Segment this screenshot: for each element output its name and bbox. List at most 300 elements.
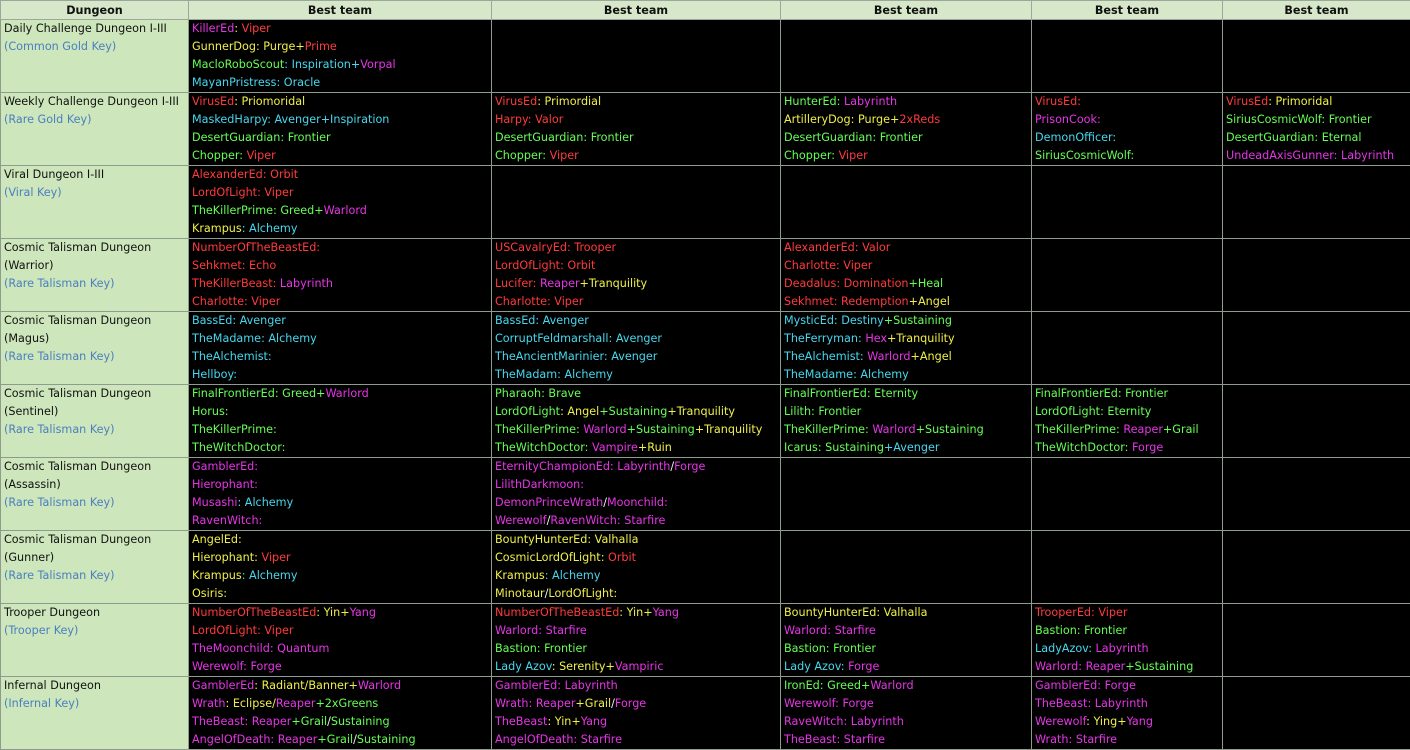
dungeon-cell xyxy=(1,385,189,458)
hero-name: TheFerryman xyxy=(784,332,858,345)
talisman-text: : xyxy=(865,423,872,436)
column-header-best-team: Best team xyxy=(1223,1,1410,20)
talisman-text: Yang xyxy=(350,606,376,619)
talisman-text: Moonchild xyxy=(607,496,664,509)
talisman-text: : Priomoridal xyxy=(234,95,305,108)
dungeon-cell xyxy=(1,458,189,531)
talisman-text: : xyxy=(254,551,261,564)
team-cell xyxy=(781,20,1032,93)
talisman-text: Viper xyxy=(550,149,579,162)
talisman-text: Viper xyxy=(839,149,868,162)
team-cell xyxy=(1223,677,1410,750)
team-cell xyxy=(781,677,1032,750)
hero-name: MacloRoboScout xyxy=(192,58,284,71)
talisman-text: Yang xyxy=(1127,715,1153,728)
talisman-text: +Grail xyxy=(291,715,327,728)
talisman-text: Viper xyxy=(251,295,280,308)
team-member-line xyxy=(189,622,491,640)
talisman-text: : Starfire xyxy=(1069,733,1118,746)
talisman-text: : xyxy=(1116,423,1123,436)
hero-name: MayanPristress xyxy=(192,76,276,89)
hero-name: BountyHunterEd xyxy=(784,606,876,619)
team-member-line xyxy=(189,713,491,731)
hero-name: CosmicLordOfLight xyxy=(495,551,601,564)
talisman-text: : Eclipse/ xyxy=(226,697,276,710)
hero-name: NumberOfTheBeastEd xyxy=(495,606,619,619)
team-cell xyxy=(492,531,781,604)
talisman-text: / xyxy=(547,514,551,527)
team-member-line xyxy=(492,622,780,640)
team-member-line xyxy=(189,567,491,585)
hero-name: Osiris xyxy=(192,587,223,600)
talisman-text: : Starfire xyxy=(827,624,876,637)
team-cell xyxy=(781,385,1032,458)
dungeon-cell xyxy=(1,604,189,677)
talisman-text: : Destiny xyxy=(834,314,884,327)
dungeon-key: (Rare Gold Key) xyxy=(1,111,188,129)
team-member-line xyxy=(492,348,780,366)
dungeon-key: (Infernal Key) xyxy=(1,695,188,713)
team-cell xyxy=(781,312,1032,385)
team-cell xyxy=(781,93,1032,166)
team-member-line xyxy=(1032,93,1222,111)
hero-name: Werewolf xyxy=(1035,715,1086,728)
talisman-text: : xyxy=(576,423,583,436)
team-member-line xyxy=(492,713,780,731)
dungeon-name: (Magus) xyxy=(1,330,188,348)
hero-name: TheKillerPrime xyxy=(192,204,273,217)
talisman-text: : Avenger xyxy=(232,314,286,327)
hero-name: BassEd xyxy=(192,314,232,327)
dungeon-cell xyxy=(1,93,189,166)
team-cell xyxy=(492,312,781,385)
team-member-line xyxy=(1032,677,1222,695)
talisman-text: Warlord xyxy=(358,679,401,692)
talisman-text: : Alchemy xyxy=(853,368,909,381)
table-row xyxy=(1,312,1410,385)
hero-name: UndeadAxisGunner xyxy=(1226,149,1334,162)
team-cell xyxy=(492,239,781,312)
talisman-text: : xyxy=(273,277,280,290)
hero-name: MysticEd xyxy=(784,314,834,327)
talisman-text: : xyxy=(542,149,549,162)
hero-name: Musashi xyxy=(192,496,237,509)
talisman-text: : Frontier xyxy=(1321,113,1371,126)
team-cell xyxy=(1223,20,1410,93)
talisman-text: : Labyrinth xyxy=(610,460,670,473)
talisman-text: 2xReds xyxy=(899,113,940,126)
talisman-text: : xyxy=(282,441,286,454)
talisman-text: +Grail xyxy=(317,733,353,746)
team-member-line xyxy=(781,421,1031,439)
talisman-text: : xyxy=(601,551,608,564)
team-member-line xyxy=(781,147,1031,165)
talisman-text: : Frontier xyxy=(537,642,587,655)
hero-name: Lady Azov xyxy=(495,660,552,673)
talisman-text: : Labyrinth xyxy=(1334,149,1394,162)
talisman-text: Viper xyxy=(264,624,293,637)
hero-name: Krampus xyxy=(192,569,242,582)
hero-name: DesertGuardian xyxy=(784,131,872,144)
hero-name: TheMadame xyxy=(192,332,261,345)
team-cell xyxy=(492,458,781,531)
dungeon-name: Cosmic Talisman Dungeon xyxy=(1,385,188,403)
talisman-text: : Greed+ xyxy=(273,204,324,217)
talisman-text: : Labyrinth xyxy=(1087,697,1147,710)
team-cell xyxy=(189,166,492,239)
hero-name: TheBeast xyxy=(495,715,547,728)
talisman-text: Forge xyxy=(674,460,705,473)
talisman-text: Warlord xyxy=(872,423,915,436)
talisman-text: : xyxy=(1125,441,1132,454)
talisman-text: : Alchemy xyxy=(242,222,298,235)
hero-name: Werewolf xyxy=(192,660,243,673)
hero-name: Warlord xyxy=(1035,660,1078,673)
talisman-text: Warlord xyxy=(867,350,910,363)
talisman-text: : Greed+ xyxy=(275,387,326,400)
team-cell xyxy=(1032,385,1223,458)
talisman-text: : Serenity+ xyxy=(552,660,615,673)
dungeon-key: (Rare Talisman Key) xyxy=(1,275,188,293)
hero-name: Chopper xyxy=(495,149,542,162)
team-member-line xyxy=(189,512,491,530)
talisman-text: : Frontier xyxy=(1118,387,1168,400)
team-member-line xyxy=(492,458,780,476)
team-member-line xyxy=(189,677,491,695)
team-member-line xyxy=(492,293,780,311)
talisman-text: : xyxy=(233,368,237,381)
talisman-text: +Tranquility xyxy=(695,423,763,436)
team-member-line xyxy=(189,147,491,165)
hero-name: CorruptFeldmarshall xyxy=(495,332,609,345)
team-cell xyxy=(492,93,781,166)
team-member-line xyxy=(189,421,491,439)
hero-name: TheWitchDoctor xyxy=(495,441,585,454)
dungeon-key: (Rare Talisman Key) xyxy=(1,494,188,512)
dungeon-name: Daily Challenge Dungeon I-III xyxy=(1,20,188,38)
team-cell xyxy=(1032,312,1223,385)
table-row xyxy=(1,93,1410,166)
hero-name: RaveWitch xyxy=(784,715,843,728)
team-cell xyxy=(492,604,781,677)
team-member-line xyxy=(1032,129,1222,147)
talisman-text: : xyxy=(613,587,617,600)
talisman-text: : Eternity xyxy=(867,387,918,400)
team-member-line xyxy=(189,458,491,476)
talisman-text: : Primordial xyxy=(537,95,601,108)
hero-name: Bastion xyxy=(1035,624,1077,637)
talisman-text: : Alchemy xyxy=(557,368,613,381)
talisman-text: Labyrinth xyxy=(1096,642,1149,655)
talisman-text: : Yin+ xyxy=(316,606,349,619)
dungeon-cell xyxy=(1,677,189,750)
hero-name: Pharaoh xyxy=(495,387,541,400)
team-member-line xyxy=(189,184,491,202)
talisman-text: : Orbit xyxy=(263,168,298,181)
talisman-text: : Alchemy xyxy=(545,569,601,582)
talisman-text: : xyxy=(585,441,592,454)
talisman-text: Warlord xyxy=(870,679,913,692)
talisman-text: : xyxy=(223,587,227,600)
talisman-text: Orbit xyxy=(608,551,636,564)
hero-name: TheWitchDoctor xyxy=(1035,441,1125,454)
talisman-text: Warlord xyxy=(583,423,626,436)
column-header-best-team: Best team xyxy=(189,1,492,20)
talisman-text: : xyxy=(254,478,258,491)
talisman-text: Forge xyxy=(848,660,879,673)
team-cell xyxy=(1223,604,1410,677)
talisman-text: : xyxy=(254,460,258,473)
hero-name: AngelOfDeath xyxy=(495,733,573,746)
team-cell xyxy=(492,677,781,750)
team-member-line xyxy=(781,239,1031,257)
hero-name: SiriusCosmicWolf xyxy=(1226,113,1321,126)
hero-name: DesertGuardian xyxy=(495,131,583,144)
team-member-line xyxy=(1032,439,1222,457)
team-member-line xyxy=(189,166,491,184)
team-member-line xyxy=(1032,640,1222,658)
team-cell xyxy=(1223,239,1410,312)
hero-name: TheAncientMarinier xyxy=(495,350,604,363)
hero-name: VirusEd xyxy=(495,95,537,108)
hero-name: LordOfLight xyxy=(495,259,560,272)
team-member-line xyxy=(189,494,491,512)
talisman-text: +Sustaining xyxy=(1125,660,1193,673)
team-member-line xyxy=(1223,129,1410,147)
talisman-text: : xyxy=(1112,131,1116,144)
talisman-text: Viper xyxy=(247,149,276,162)
hero-name: Hierophant xyxy=(192,551,254,564)
team-member-line xyxy=(781,330,1031,348)
hero-name: LordOfLight xyxy=(192,186,257,199)
talisman-text: / xyxy=(327,715,331,728)
dungeon-key: (Rare Talisman Key) xyxy=(1,348,188,366)
team-member-line xyxy=(492,403,780,421)
hero-name: TheKillerPrime xyxy=(1035,423,1116,436)
hero-name: Krampus xyxy=(495,569,545,582)
team-member-line xyxy=(189,731,491,749)
team-member-line xyxy=(1032,147,1222,165)
talisman-text: : Frontier xyxy=(280,131,330,144)
talisman-text: : Forge xyxy=(1097,679,1136,692)
team-member-line xyxy=(189,293,491,311)
talisman-text: : xyxy=(1077,95,1081,108)
team-member-line xyxy=(189,531,491,549)
talisman-text: Reaper xyxy=(540,277,580,290)
team-cell xyxy=(189,531,492,604)
team-cell xyxy=(1223,458,1410,531)
team-member-line xyxy=(189,549,491,567)
team-cell xyxy=(1223,531,1410,604)
talisman-text: Hex xyxy=(865,332,887,345)
team-member-line xyxy=(1032,111,1222,129)
team-cell xyxy=(492,385,781,458)
talisman-text: : Alchemy xyxy=(242,569,298,582)
dungeon-key: (Common Gold Key) xyxy=(1,38,188,56)
talisman-text: +Sustaining xyxy=(627,423,695,436)
talisman-text: : Trooper xyxy=(567,241,616,254)
talisman-text: +Tranquility xyxy=(887,332,955,345)
talisman-text: : xyxy=(1097,113,1101,126)
hero-name: Deadalus xyxy=(784,277,836,290)
dungeon-name: Trooper Dungeon xyxy=(1,604,188,622)
team-member-line xyxy=(189,403,491,421)
team-cell xyxy=(189,677,492,750)
hero-name: Minotaur xyxy=(495,587,545,600)
team-member-line xyxy=(189,74,491,92)
hero-name: Werewolf xyxy=(495,514,547,527)
hero-name: FinalFrontierEd xyxy=(192,387,275,400)
team-member-line xyxy=(189,385,491,403)
team-member-line xyxy=(492,640,780,658)
talisman-text: : Viper xyxy=(1091,606,1127,619)
talisman-text: : Brave xyxy=(541,387,581,400)
talisman-text: Vampiric xyxy=(615,660,664,673)
talisman-text: : Yin+ xyxy=(547,715,580,728)
talisman-text: : Purge+ xyxy=(256,40,305,53)
talisman-text: : Reaper xyxy=(1078,660,1125,673)
column-header-best-team: Best team xyxy=(1032,1,1223,20)
hero-name: Charlotte xyxy=(192,295,244,308)
talisman-text: +Grail xyxy=(575,697,611,710)
talisman-text: / xyxy=(545,587,549,600)
hero-name: LordOfLight xyxy=(192,624,257,637)
talisman-text: : xyxy=(533,277,540,290)
talisman-text: : xyxy=(1088,642,1095,655)
team-member-line xyxy=(1223,147,1410,165)
talisman-text: LordOfLight xyxy=(548,587,613,600)
hero-name: TheBeast xyxy=(784,733,836,746)
team-member-line xyxy=(189,695,491,713)
talisman-text: : xyxy=(837,95,844,108)
team-member-line xyxy=(1032,695,1222,713)
team-cell xyxy=(1032,239,1223,312)
talisman-text: : xyxy=(316,241,320,254)
team-cell xyxy=(1223,385,1410,458)
talisman-text: : xyxy=(664,496,668,509)
talisman-text: : Eternity xyxy=(1100,405,1151,418)
talisman-text: : Valor xyxy=(855,241,891,254)
team-member-line xyxy=(781,348,1031,366)
hero-name: GunnerDog xyxy=(192,40,256,53)
talisman-text: : Purge+ xyxy=(851,113,900,126)
hero-name: GamblerEd xyxy=(1035,679,1097,692)
dungeon-name: Weekly Challenge Dungeon I-III xyxy=(1,93,188,111)
team-cell xyxy=(189,20,492,93)
talisman-text: Reaper xyxy=(1123,423,1163,436)
talisman-text: : Avenger xyxy=(604,350,658,363)
team-cell xyxy=(189,93,492,166)
team-member-line xyxy=(492,677,780,695)
talisman-text: +Grail xyxy=(1163,423,1199,436)
talisman-text: : Labyrinth xyxy=(843,715,903,728)
team-member-line xyxy=(189,239,491,257)
hero-name: Lady Azov xyxy=(784,660,841,673)
dungeon-cell xyxy=(1,20,189,93)
team-member-line xyxy=(781,439,1031,457)
team-member-line xyxy=(189,93,491,111)
talisman-text: Sustaining xyxy=(357,733,416,746)
hero-name: Sehkmet xyxy=(192,259,242,272)
hero-name: AngelOfDeath xyxy=(192,733,270,746)
dungeon-cell xyxy=(1,312,189,385)
team-member-line xyxy=(189,366,491,384)
team-cell xyxy=(781,531,1032,604)
hero-name: DemonOfficer xyxy=(1035,131,1112,144)
talisman-text: Reaper xyxy=(252,715,292,728)
table-row xyxy=(1,239,1410,312)
team-member-line xyxy=(1032,421,1222,439)
talisman-text: : Eternal xyxy=(1314,131,1361,144)
team-member-line xyxy=(189,312,491,330)
hero-name: Hierophant xyxy=(192,478,254,491)
team-member-line xyxy=(1032,731,1222,749)
talisman-text: Viper xyxy=(554,295,583,308)
talisman-text: : Frontier xyxy=(583,131,633,144)
hero-name: TheBeast xyxy=(192,715,244,728)
team-member-line xyxy=(492,567,780,585)
talisman-text: : Primoridal xyxy=(1268,95,1332,108)
talisman-text: Reaper xyxy=(278,733,318,746)
talisman-text: : xyxy=(238,533,242,546)
hero-name: RavenWitch xyxy=(192,514,259,527)
talisman-text: : Viper xyxy=(257,186,293,199)
talisman-text: +Sustaining xyxy=(884,314,952,327)
talisman-text: : Domination xyxy=(836,277,908,290)
hero-name: Wrath xyxy=(192,697,226,710)
talisman-text: : xyxy=(547,295,554,308)
talisman-text: : Starfire xyxy=(538,624,587,637)
hero-name: DemonPrinceWrath xyxy=(495,496,603,509)
dungeon-name: Viral Dungeon I-III xyxy=(1,166,188,184)
team-cell xyxy=(189,458,492,531)
hero-name: NumberOfTheBeastEd xyxy=(192,606,316,619)
talisman-text: / xyxy=(603,496,607,509)
talisman-text: +Tranquility xyxy=(580,277,648,290)
talisman-text: : Inspiration+ xyxy=(284,58,360,71)
talisman-text: Warlord xyxy=(325,387,368,400)
talisman-text: : xyxy=(239,149,246,162)
hero-name: Wrath xyxy=(495,697,529,710)
team-member-line xyxy=(189,658,491,676)
team-member-line xyxy=(781,293,1031,311)
hero-name: IronEd xyxy=(784,679,820,692)
team-member-line xyxy=(781,622,1031,640)
hero-name: SiriusCosmicWolf xyxy=(1035,149,1130,162)
dungeon-name: Infernal Dungeon xyxy=(1,677,188,695)
talisman-text: : Alchemy xyxy=(237,496,293,509)
team-cell xyxy=(189,312,492,385)
talisman-text: : Angel xyxy=(560,405,599,418)
dungeon-cell xyxy=(1,531,189,604)
talisman-text: : Starfire xyxy=(617,514,666,527)
hero-name: LilithDarkmoon xyxy=(495,478,580,491)
talisman-text: : Valhalla xyxy=(876,606,927,619)
team-member-line xyxy=(781,385,1031,403)
team-member-line xyxy=(189,220,491,238)
talisman-text: : Avenger xyxy=(609,332,663,345)
hero-name: AlexanderEd xyxy=(784,241,855,254)
team-member-line xyxy=(1223,93,1410,111)
table-row xyxy=(1,166,1410,239)
hero-name: FinalFrontierEd xyxy=(784,387,867,400)
column-header-best-team: Best team xyxy=(781,1,1032,20)
team-member-line xyxy=(781,257,1031,275)
dungeon-name: (Warrior) xyxy=(1,257,188,275)
talisman-text: : xyxy=(858,332,865,345)
talisman-text: Forge xyxy=(1132,441,1163,454)
hero-name: PrisonCook xyxy=(1035,113,1097,126)
